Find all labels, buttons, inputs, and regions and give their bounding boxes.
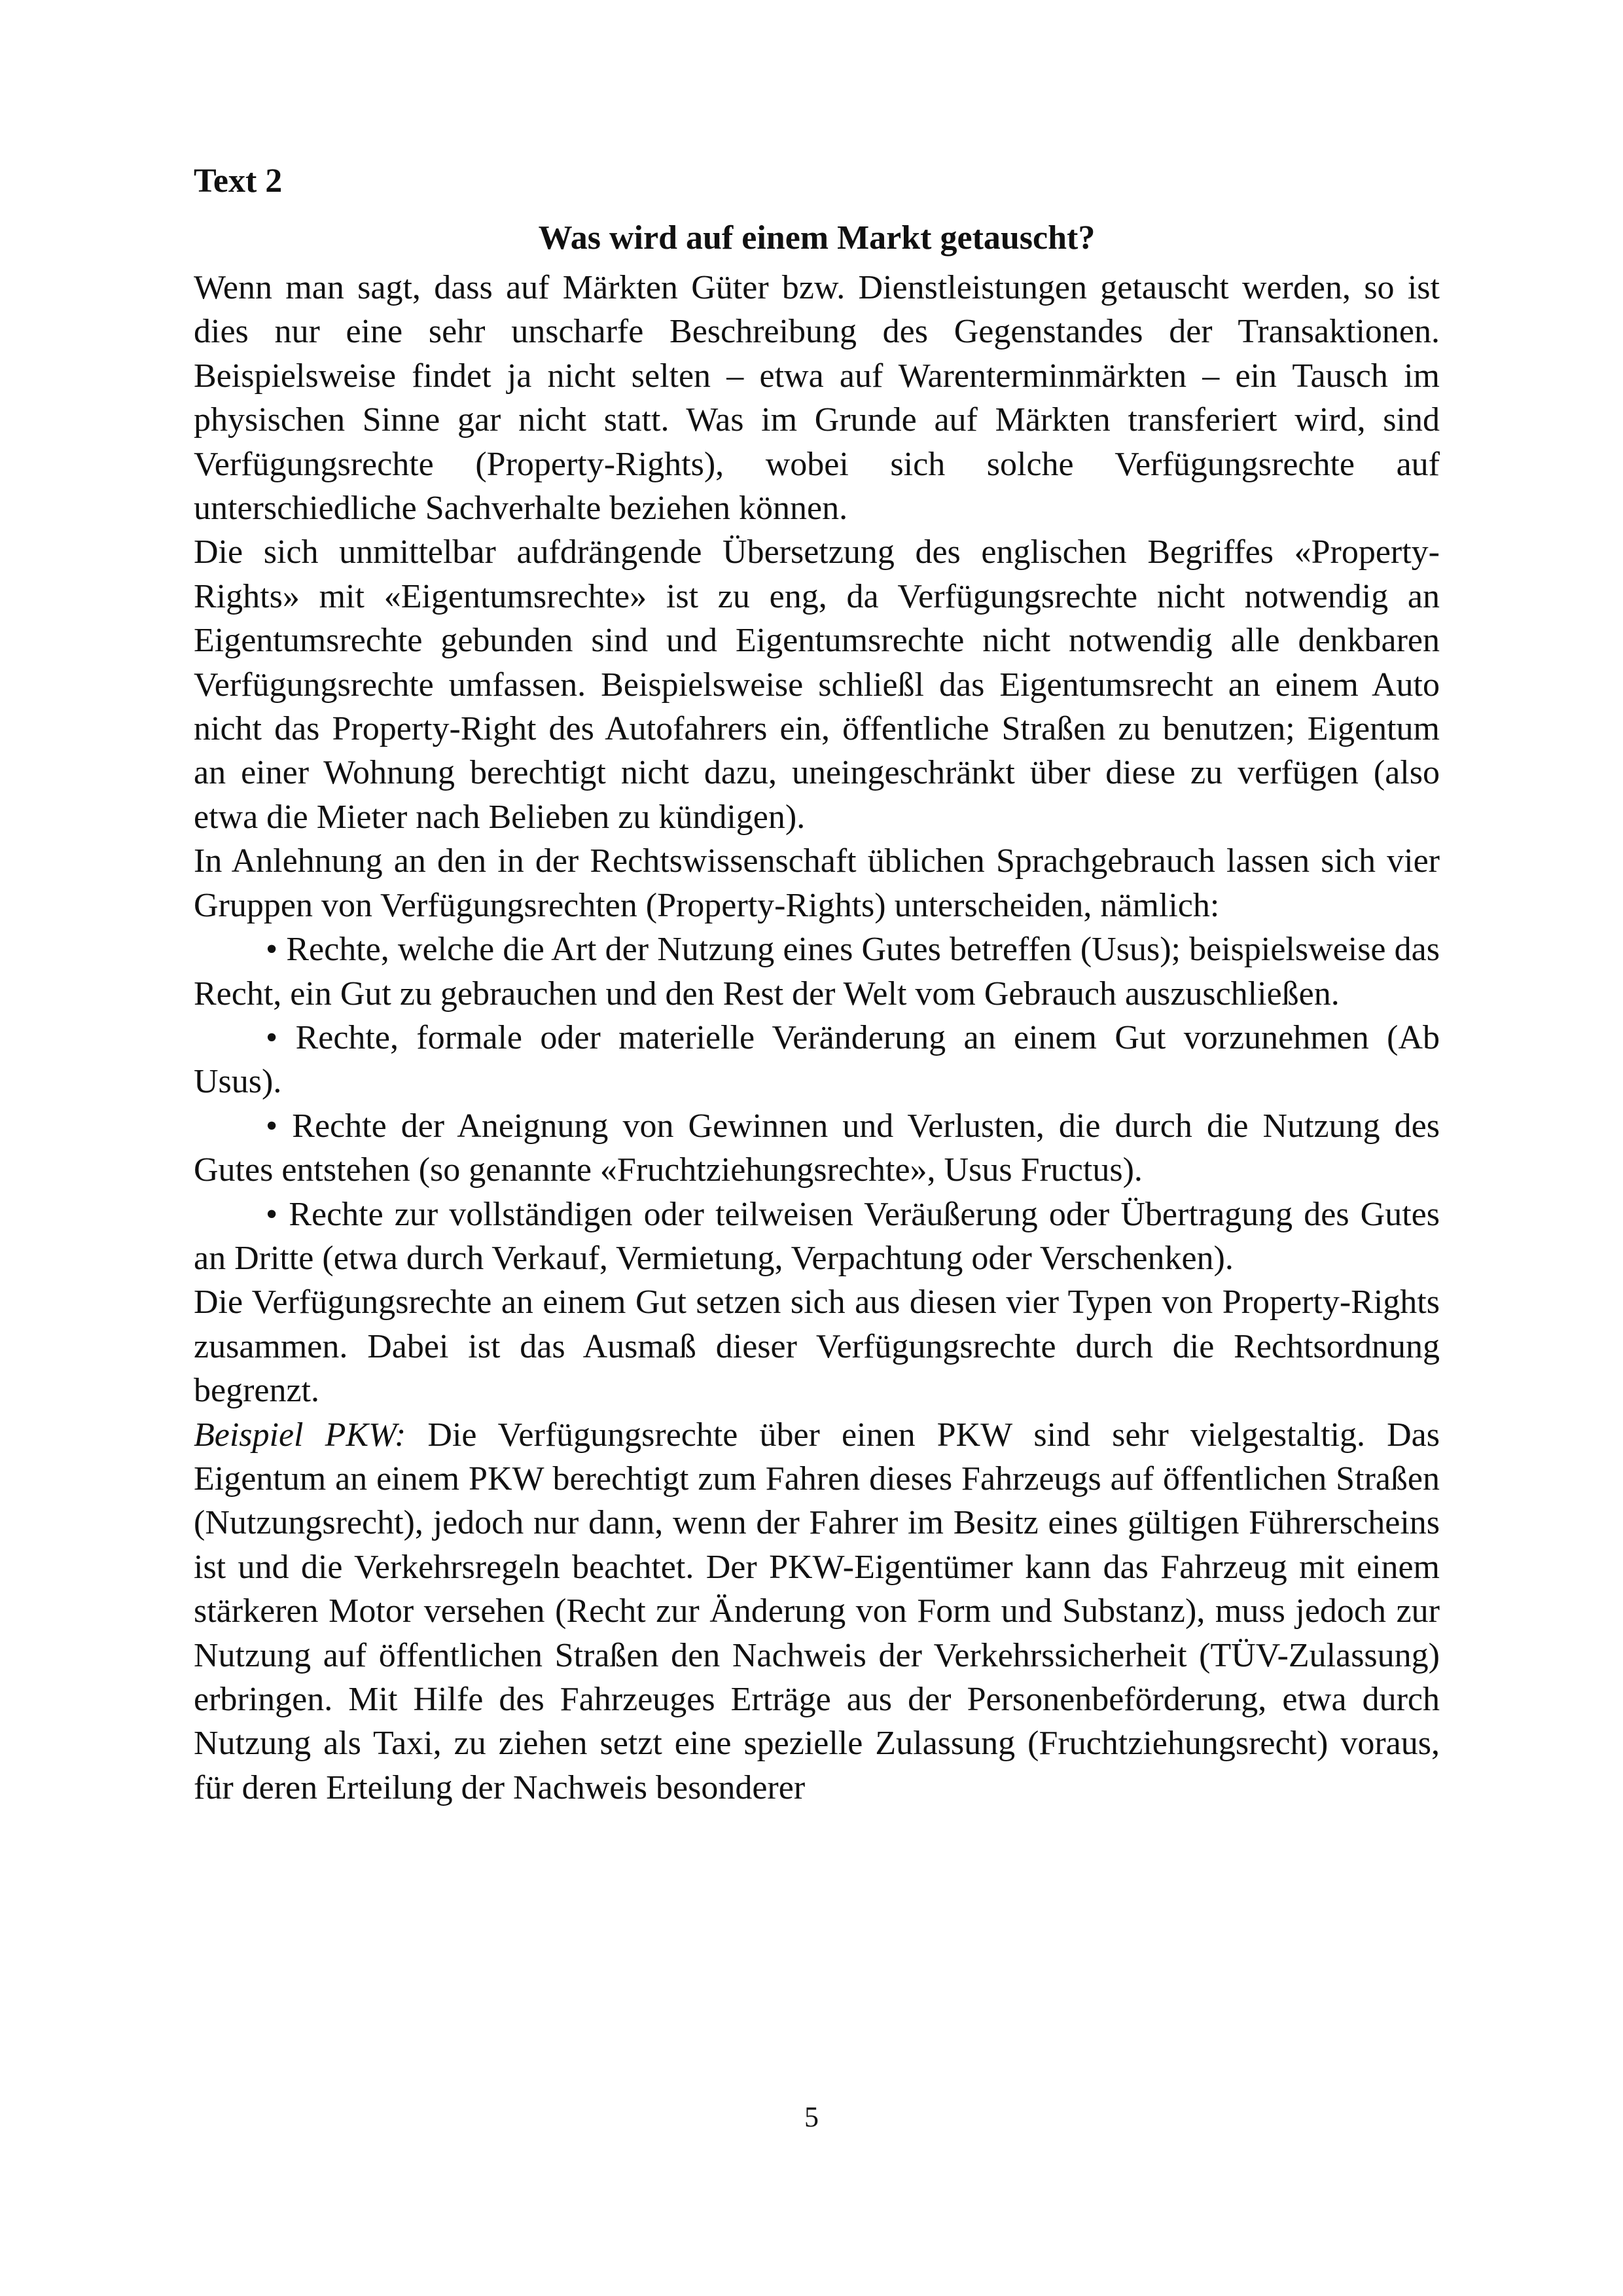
- paragraph-5: [194, 1413, 1440, 1810]
- section-title: Was wird auf einem Markt getauscht?: [538, 219, 1096, 257]
- paragraph-4: Die Verfügungsrechte an einem Gut setzen sich aus diesen vier Typen von Property-Rights zusammen. Dabei ist das Ausmaß dieser Verfügungsrechte durch die Rechtsordnung begrenzt.: [194, 1283, 1440, 1410]
- bullet-item-usus-fructus: • Rechte der Aneignung von Gewinnen und Verlusten, die durch die Nutzung des Gutes entstehen (so genannte «Fruchtziehungsrechte», Usus Fructus).: [194, 1107, 1440, 1189]
- text-label: Text 2: [194, 162, 283, 200]
- page-number: 5: [804, 2101, 819, 2133]
- paragraph-1: Wenn man sagt, dass auf Märkten Güter bzw. Dienstleistungen getauscht werden, so ist dies nur eine sehr unscharfe Beschreibung des Gegenstandes der Transaktionen. Beispielsweise findet ja nicht selten – etwa auf Warenterminmärkten – ein Tausch im physischen Sinne gar nicht statt. Was im Grunde auf Märkten transferiert wird, sind Verfügungsrechte (Property-Rights), wobei sich solche Verfügungsrechte auf unterschiedliche Sachverhalte beziehen können.: [194, 269, 1440, 528]
- bullet-item-ab-usus: • Rechte, formale oder materielle Veränderung an einem Gut vorzunehmen (Ab Usus).: [194, 1018, 1440, 1101]
- example-lead: Beispiel PKW:: [194, 1416, 406, 1454]
- bullet-item-transfer: • Rechte zur vollständigen oder teilweisen Veräußerung oder Übertragung des Gutes an Dritte (etwa durch Verkauf, Vermietung, Verpachtung oder Verschenken).: [194, 1195, 1440, 1277]
- paragraph-2: Die sich unmittelbar aufdrängende Übersetzung des englischen Begriffes «Property-Rights» mit «Eigentumsrechte» ist zu eng, da Verfügungsrechte nicht notwendig an Eigentumsrechte gebunden sind und Eigentumsrechte nicht notwendig alle denkbaren Verfügungsrechte umfassen. Beispielsweise schließl das Eigentumsrecht an einem Auto nicht das Property-Right des Autofahrers ein, öffentliche Straßen zu benutzen; Eigentum an einer Wohnung berechtigt nicht dazu, uneingeschränkt über diese zu verfügen (also etwa die Mieter nach Belieben zu kündigen).: [194, 533, 1440, 836]
- example-text: Die Verfügungsrechte über einen PKW sind sehr vielgestaltig. Das Eigentum an einem PKW berechtigt zum Fahren dieses Fahrzeugs auf öffentlichen Straßen (Nutzungsrecht), jedoch nur dann, wenn der Fahrer im Besitz eines gültigen Führerscheins ist und die Verkehrsregeln beachtet. Der PKW-Eigentümer kann das Fahrzeug mit einem stärkeren Motor versehen (Recht zur Änderung von Form und Substanz), muss jedoch zur Nutzung auf öffentlichen Straßen den Nachweis der Verkehrssicherheit (TÜV-Zulassung) erbringen. Mit Hilfe des Fahrzeuges Erträge aus der Personenbeförderung, etwa durch Nutzung als Taxi, zu ziehen setzt eine spezielle Zulassung (Fruchtziehungsrecht) voraus, für deren Erteilung der Nachweis besonderer: [194, 1416, 1440, 1806]
- paragraph-3: In Anlehnung an den in der Rechtswissenschaft üblichen Sprachgebrauch lassen sich vier Gruppen von Verfügungsrechten (Property-Rights) unterscheiden, nämlich:: [194, 842, 1440, 924]
- page-body: [194, 152, 1440, 1810]
- bullet-item-usus: • Rechte, welche die Art der Nutzung eines Gutes betreffen (Usus); beispielsweise das Recht, ein Gut zu gebrauchen und den Rest der Welt vom Gebrauch auszuschließen.: [194, 931, 1440, 1013]
